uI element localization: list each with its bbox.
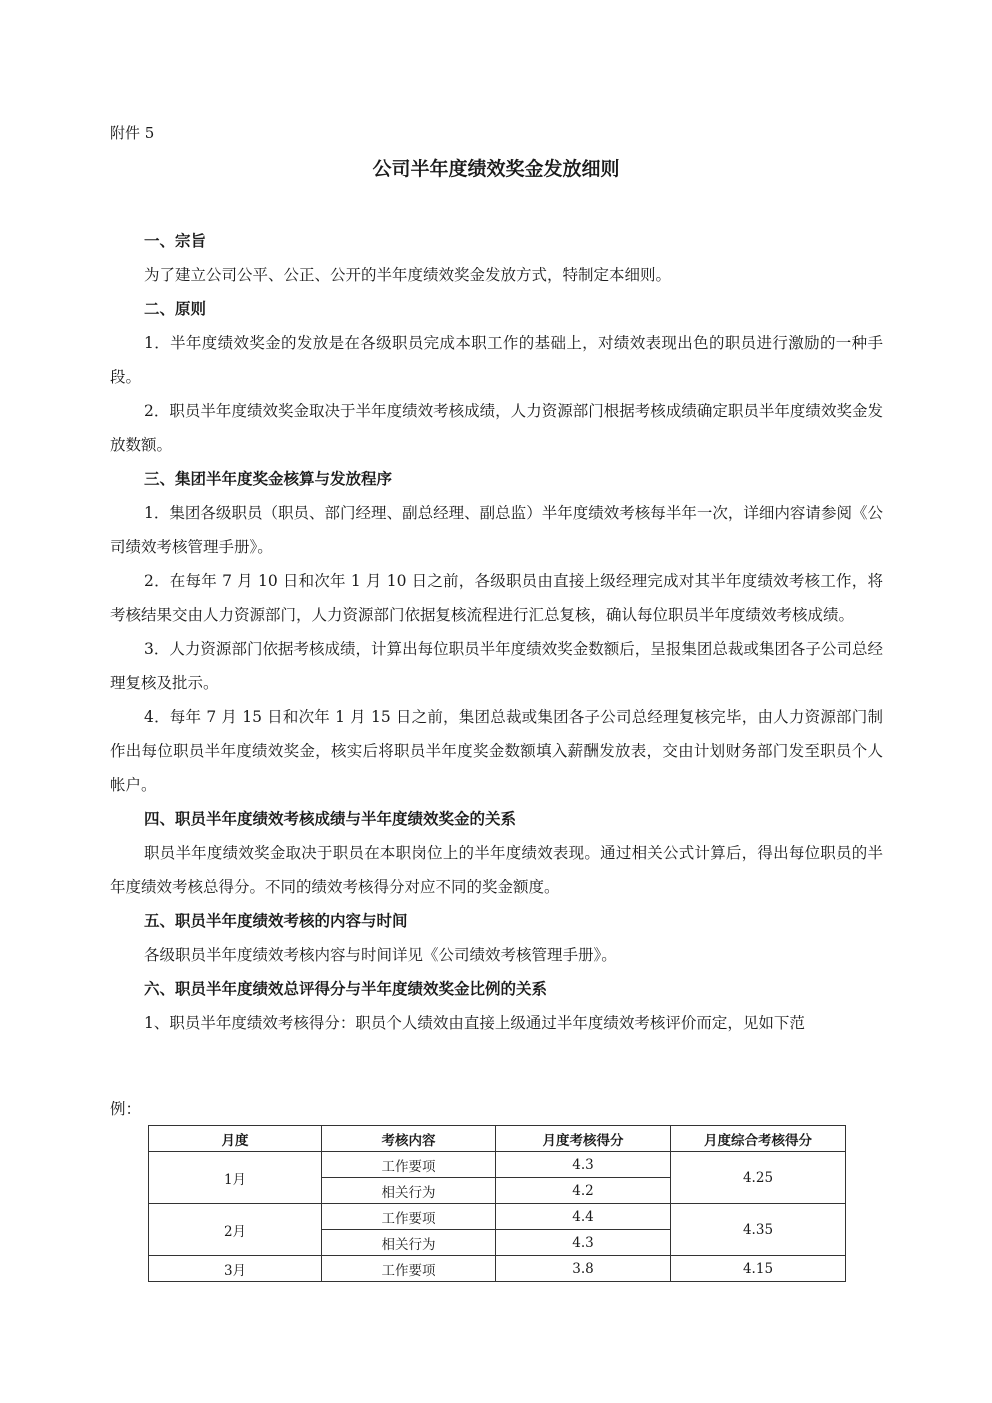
- body-paragraph: 各级职员半年度绩效考核内容与时间详见《公司绩效考核管理手册》。: [144, 946, 617, 964]
- header-combined: 月度综合考核得分: [671, 1126, 846, 1152]
- body-paragraph: 1．集团各级职员（职员、部门经理、副总经理、副总监）半年度绩效考核每半年一次，详细内容请参阅《公司绩效考核管理手册》。: [110, 504, 883, 556]
- document-body: [110, 224, 883, 1040]
- body-paragraph: 1、职员半年度绩效考核得分：职员个人绩效由直接上级通过半年度绩效考核评价而定，见如下范: [144, 1014, 805, 1032]
- section-heading: 五、职员半年度绩效考核的内容与时间: [144, 911, 408, 930]
- section-heading: 二、原则: [144, 299, 207, 318]
- cell-score: 3.8: [496, 1256, 671, 1282]
- body-paragraph: 职员半年度绩效奖金取决于职员在本职岗位上的半年度绩效表现。通过相关公式计算后，得出每位职员的半年度绩效考核总得分。不同的绩效考核得分对应不同的奖金额度。: [110, 844, 883, 896]
- section-heading: 六、职员半年度绩效总评得分与半年度绩效奖金比例的关系: [144, 979, 548, 998]
- cell-month: 3月: [149, 1256, 322, 1282]
- body-paragraph: 为了建立公司公平、公正、公开的半年度绩效奖金发放方式，特制定本细则。: [144, 266, 672, 284]
- example-continuation: 例：: [110, 1100, 142, 1118]
- table-row: [149, 1256, 846, 1282]
- cell-combined: 4.35: [671, 1204, 846, 1256]
- header-item: 考核内容: [322, 1126, 496, 1152]
- attachment-label: 附件 5: [110, 124, 155, 142]
- cell-item: 工作要项: [322, 1256, 496, 1282]
- body-paragraph: 2．在每年 7 月 10 日和次年 1 月 10 日之前，各级职员由直接上级经理完成对其半年度绩效考核工作，将考核结果交由人力资源部门，人力资源部门依据复核流程进行汇总复核，确认每位职员半年度绩效考核成绩。: [110, 572, 883, 624]
- cell-month: 1月: [149, 1152, 322, 1204]
- score-table: [148, 1125, 846, 1282]
- section-heading: 一、宗旨: [144, 231, 207, 250]
- body-paragraph: 4．每年 7 月 15 日和次年 1 月 15 日之前，集团总裁或集团各子公司总经理复核完毕，由人力资源部门制作出每位职员半年度绩效奖金，核实后将职员半年度奖金数额填入薪酬发放表，交由计划财务部门发至职员个人帐户。: [110, 708, 883, 794]
- cell-item: 工作要项: [322, 1152, 496, 1178]
- cell-combined: 4.25: [671, 1152, 846, 1204]
- header-month: 月度: [149, 1126, 322, 1152]
- table-row: [149, 1204, 846, 1230]
- cell-item: 相关行为: [322, 1178, 496, 1204]
- table-header-row: [149, 1126, 846, 1152]
- body-paragraph: 1．半年度绩效奖金的发放是在各级职员完成本职工作的基础上，对绩效表现出色的职员进行激励的一种手段。: [110, 334, 883, 386]
- section-heading: 三、集团半年度奖金核算与发放程序: [144, 469, 393, 488]
- cell-score: 4.4: [496, 1204, 671, 1230]
- page-title: 公司半年度绩效奖金发放细则: [372, 158, 620, 180]
- cell-item: 相关行为: [322, 1230, 496, 1256]
- cell-score: 4.3: [496, 1152, 671, 1178]
- cell-score: 4.3: [496, 1230, 671, 1256]
- cell-combined: 4.15: [671, 1256, 846, 1282]
- body-paragraph: 2．职员半年度绩效奖金取决于半年度绩效考核成绩，人力资源部门根据考核成绩确定职员半年度绩效奖金发放数额。: [110, 402, 883, 454]
- cell-month: 2月: [149, 1204, 322, 1256]
- section-heading: 四、职员半年度绩效考核成绩与半年度绩效奖金的关系: [144, 809, 517, 828]
- cell-score: 4.2: [496, 1178, 671, 1204]
- table-row: [149, 1152, 846, 1178]
- body-paragraph: 3．人力资源部门依据考核成绩，计算出每位职员半年度绩效奖金数额后，呈报集团总裁或集团各子公司总经理复核及批示。: [110, 640, 883, 692]
- header-score: 月度考核得分: [496, 1126, 671, 1152]
- cell-item: 工作要项: [322, 1204, 496, 1230]
